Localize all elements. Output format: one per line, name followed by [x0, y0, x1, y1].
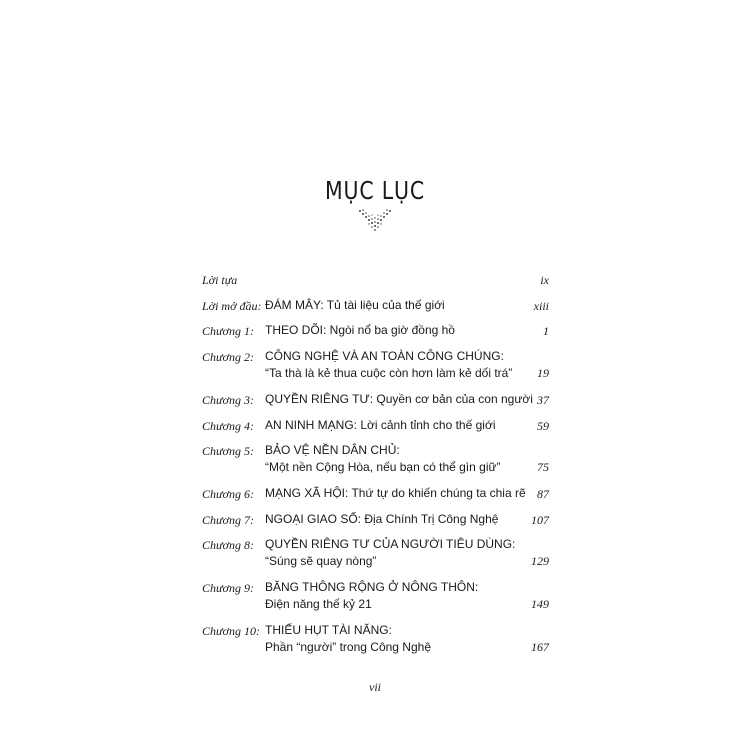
toc-entry-label: Chương 6: — [202, 487, 254, 501]
toc-entry-title: MẠNG XÃ HỘI: Thứ tự do khiến chúng ta chia rẽ — [265, 486, 526, 500]
toc-entry-title: NGOẠI GIAO SỐ: Địa Chính Trị Công Nghệ — [265, 512, 499, 526]
toc-entry-page: 129 — [531, 554, 549, 568]
toc-entry-label: Chương 8: — [202, 538, 254, 552]
page-title: MỤC LỤC — [324, 176, 426, 205]
toc-entry-page: ix — [540, 273, 549, 287]
toc-entry-subtitle: “Một nền Cộng Hòa, nếu bạn có thể gìn giữ” — [265, 460, 501, 474]
toc-entry-label: Chương 3: — [202, 393, 254, 407]
toc-entry-page: 59 — [537, 419, 549, 433]
toc-entry-label: Chương 9: — [202, 581, 254, 595]
toc-entry-title: AN NINH MẠNG: Lời cảnh tỉnh cho thế giới — [265, 418, 496, 432]
page-number-footer: vii — [369, 680, 381, 694]
toc-entry-label: Chương 4: — [202, 419, 254, 433]
toc-entry-page: 107 — [531, 513, 549, 527]
toc-entry-title: ĐÁM MÂY: Tủ tài liệu của thế giới — [265, 298, 445, 312]
toc-entry-title: BĂNG THÔNG RỘNG Ở NÔNG THÔN: — [265, 580, 479, 594]
toc-entry-title: CÔNG NGHỆ VÀ AN TOÀN CÔNG CHÚNG: — [265, 349, 504, 363]
toc-entry-label: Chương 2: — [202, 350, 254, 364]
toc-entry-subtitle: Điện năng thế kỷ 21 — [265, 597, 372, 611]
toc-entry-subtitle: “Súng sẽ quay nòng” — [265, 554, 377, 568]
toc-entry-page: 37 — [537, 393, 549, 407]
toc-entry-page: 87 — [537, 487, 549, 501]
toc-entry-title: QUYỀN RIÊNG TƯ: Quyền cơ bản của con người — [265, 392, 533, 406]
toc-entry-label: Chương 5: — [202, 444, 254, 458]
toc-entry-page: xiii — [533, 299, 549, 313]
toc-entry-title: QUYỀN RIÊNG TƯ CỦA NGƯỜI TIÊU DÙNG: — [265, 537, 516, 551]
toc-entry-title: THIẾU HỤT TÀI NĂNG: — [265, 623, 392, 637]
toc-entry-label: Lời tựa — [202, 273, 238, 287]
toc-entry-page: 1 — [543, 324, 549, 338]
toc-entry-title: BẢO VỆ NỀN DÂN CHỦ: — [265, 443, 400, 457]
toc-entry-title: THEO DÕI: Ngòi nổ ba giờ đồng hồ — [265, 323, 455, 337]
toc-entry-page: 75 — [537, 460, 549, 474]
toc-entry-label: Lời mở đầu: — [202, 299, 262, 313]
toc-entry-label: Chương 10: — [202, 624, 260, 638]
toc-entry-page: 19 — [537, 366, 549, 380]
toc-entry-subtitle: “Ta thà là kẻ thua cuộc còn hơn làm kẻ dối trá” — [265, 366, 513, 380]
toc-entry-page: 167 — [531, 640, 549, 654]
toc-entry-label: Chương 1: — [202, 324, 254, 338]
toc-entry-subtitle: Phần “người” trong Công Nghệ — [265, 640, 431, 654]
toc-entry-page: 149 — [531, 597, 549, 611]
toc-entry-label: Chương 7: — [202, 513, 254, 527]
